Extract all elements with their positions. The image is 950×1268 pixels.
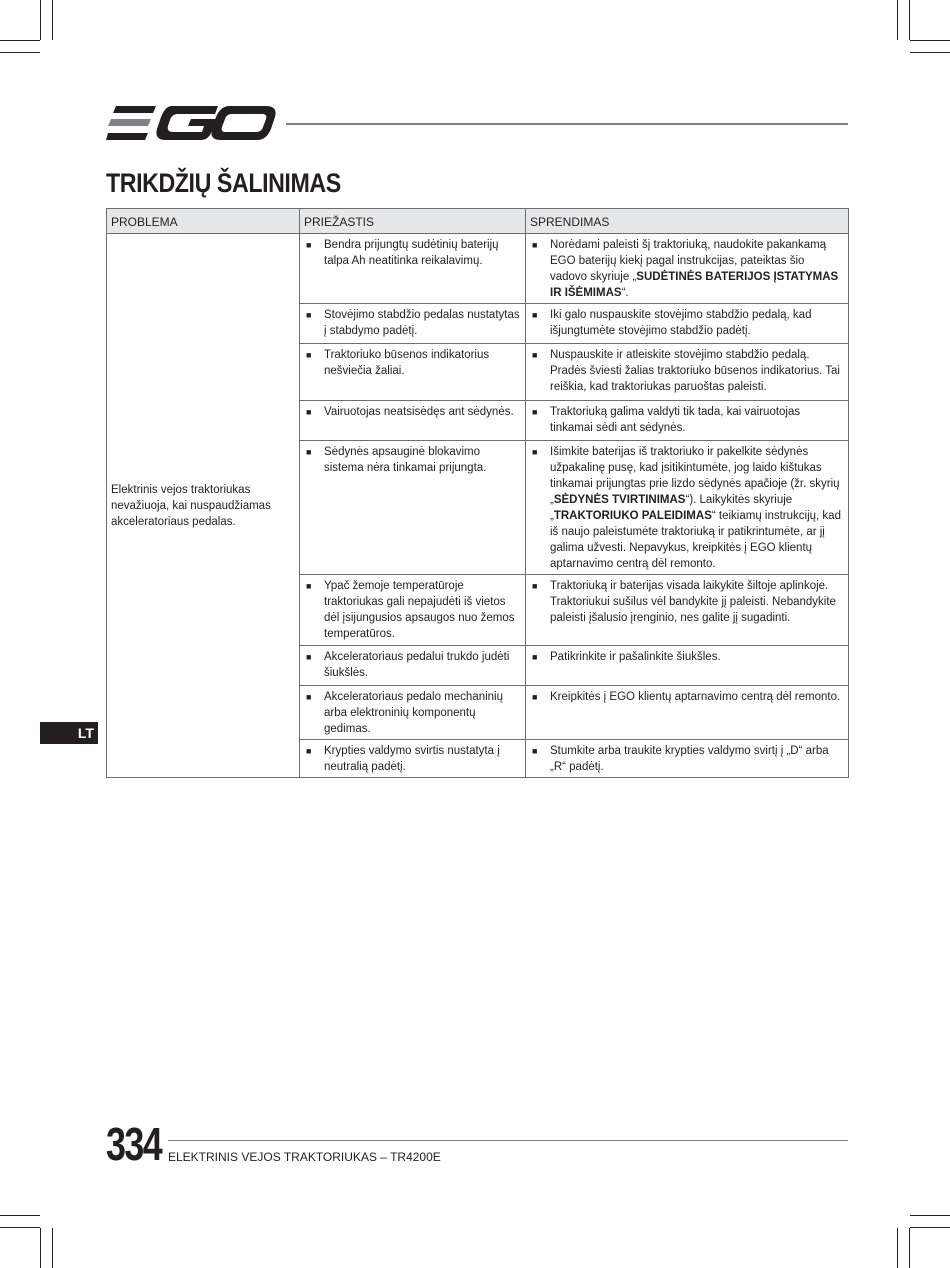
- solution-cell: [526, 740, 849, 778]
- header-rule: [286, 123, 848, 125]
- square-bullet-icon: ■: [532, 240, 538, 250]
- cause-text: Ypač žemoje temperatūroje traktoriukas gali nepajudėti iš vietos dėl įsijungusios apsaugos nuo žemos temperatūros.: [324, 580, 515, 640]
- square-bullet-icon: ■: [532, 310, 538, 320]
- solution-cell: [526, 401, 849, 441]
- cause-text: Traktoriuko būsenos indikatorius nešviečia žaliai.: [324, 349, 490, 377]
- cause-text: Bendra prijungtų sudėtinių baterijų talpa Ah neatitinka reikalavimų.: [324, 239, 499, 267]
- footer-rule: [168, 1140, 848, 1141]
- solution-text-part: “). Laikykitės skyriuje „: [550, 494, 793, 522]
- crop-mark: [40, 1228, 41, 1268]
- cause-text: Akceleratoriaus pedalo mechaninių arba elektroninių komponentų gedimas.: [324, 691, 503, 735]
- square-bullet-icon: ■: [306, 581, 312, 591]
- solution-cell: [526, 575, 849, 646]
- solution-text: Iki galo nuspauskite stovėjimo stabdžio pedalą, kad išjungtumėte stovėjimo stabdžio padėtį.: [550, 309, 812, 337]
- square-bullet-icon: ■: [306, 692, 312, 702]
- solution-cell: [526, 344, 849, 401]
- crop-mark: [910, 1215, 950, 1216]
- solution-text: Patikrinkite ir pašalinkite šiukšles.: [550, 651, 721, 663]
- cause-cell: [300, 304, 526, 344]
- language-tab: LT: [40, 722, 98, 744]
- crop-mark: [909, 0, 910, 40]
- footer-text: ELEKTRINIS VEJOS TRAKTORIUKAS – TR4200E: [168, 1150, 441, 1164]
- crop-mark: [910, 40, 950, 41]
- square-bullet-icon: ■: [306, 652, 312, 662]
- crop-mark: [40, 0, 41, 40]
- table-header-row: [107, 209, 849, 234]
- crop-mark: [0, 1215, 40, 1216]
- crop-mark: [0, 52, 40, 53]
- cause-cell: [300, 344, 526, 401]
- square-bullet-icon: ■: [532, 581, 538, 591]
- solution-cell: [526, 304, 849, 344]
- cause-text: Krypties valdymo svirtis nustatyta į neutralią padėtį.: [324, 745, 500, 773]
- page-number: 334: [106, 1118, 162, 1170]
- header-solution: SPRENDIMAS: [526, 209, 849, 234]
- cause-cell: [300, 575, 526, 646]
- square-bullet-icon: ■: [532, 692, 538, 702]
- solution-text-part: “ teikiamų instrukcijų, kad iš naujo paleistumėte traktoriuką ir patikrintumėte, ar jį galima užvesti. Nepavykus, kreipkitės į EGO klientų aptarnavimo centrą dėl remonto.: [550, 510, 841, 570]
- crop-mark: [52, 1228, 53, 1268]
- square-bullet-icon: ■: [306, 407, 312, 417]
- solution-text: Nuspauskite ir atleiskite stovėjimo stabdžio pedalą. Pradės šviesti žalias traktoriuko būsenos indikatorius. Tai reiškia, kad traktoriukas paruoštas paleisti.: [550, 349, 840, 393]
- square-bullet-icon: ■: [306, 240, 312, 250]
- square-bullet-icon: ■: [532, 746, 538, 756]
- cause-text: Sėdynės apsauginė blokavimo sistema nėra tinkamai prijungta.: [324, 446, 487, 474]
- cause-cell: [300, 740, 526, 778]
- crop-mark: [910, 52, 950, 53]
- ego-logo: [106, 104, 276, 142]
- solution-text: Stumkite arba traukite krypties valdymo svirtį į „D“ arba „R“ padėtį.: [550, 745, 829, 773]
- square-bullet-icon: ■: [306, 350, 312, 360]
- solution-cell: [526, 646, 849, 686]
- page-title: TRIKDŽIŲ ŠALINIMAS: [106, 168, 341, 198]
- crop-mark: [52, 0, 53, 40]
- solution-text: Traktoriuką galima valdyti tik tada, kai vairuotojas tinkamai sėdi ant sėdynės.: [550, 406, 801, 434]
- solution-bold-text: SUDĖTINĖS BATERIJOS ĮSTATYMAS IR IŠĖMIMAS: [550, 271, 839, 299]
- crop-mark: [0, 1227, 40, 1228]
- cause-cell: [300, 646, 526, 686]
- solution-text-part: “.: [621, 287, 629, 299]
- header-cause: PRIEŽASTIS: [300, 209, 526, 234]
- cause-cell: [300, 686, 526, 740]
- solution-cell: [526, 234, 849, 304]
- square-bullet-icon: ■: [306, 746, 312, 756]
- cause-cell: [300, 441, 526, 575]
- solution-text-part: Norėdami paleisti šį traktoriuką, naudokite pakankamą EGO baterijų kiekį pagal instrukcijas, pateiktas šio vadovo skyriuje „: [550, 239, 827, 283]
- solution-cell: [526, 686, 849, 740]
- problem-cell: [107, 234, 300, 778]
- square-bullet-icon: ■: [532, 447, 538, 457]
- crop-mark: [910, 1227, 950, 1228]
- solution-text: [550, 237, 844, 301]
- cause-text: Stovėjimo stabdžio pedalas nustatytas į stabdymo padėtį.: [324, 309, 520, 337]
- solution-text-part: Išimkite baterijas iš traktoriuko ir pakelkite sėdynės užpakalinę pusę, kad įsitikintumėte, jog laido kištukas tinkamai prijungtas prie lizdo sėdynės apačioje (žr. skyrių „: [550, 446, 840, 506]
- crop-mark: [909, 1228, 910, 1268]
- square-bullet-icon: ■: [306, 310, 312, 320]
- crop-mark: [897, 0, 898, 40]
- solution-text: Kreipkitės į EGO klientų aptarnavimo centrą dėl remonto.: [550, 691, 841, 703]
- cause-text: Akceleratoriaus pedalui trukdo judėti šiukšlės.: [324, 651, 510, 679]
- square-bullet-icon: ■: [532, 407, 538, 417]
- crop-mark: [897, 1228, 898, 1268]
- solution-bold-text: TRAKTORIUKO PALEIDIMAS: [553, 510, 712, 522]
- cause-cell: [300, 401, 526, 441]
- solution-text: Traktoriuką ir baterijas visada laikykite šiltoje aplinkoje. Traktoriukui sušilus vėl bandykite jį paleisti. Nebandykite paleisti įšalusio įrenginio, nes galite jį sugadinti.: [550, 580, 836, 624]
- square-bullet-icon: ■: [532, 350, 538, 360]
- problem-text: Elektrinis vejos traktoriukas nevažiuoja, kai nuspaudžiamas akceleratoriaus pedalas.: [111, 483, 271, 528]
- solution-text: [550, 444, 844, 572]
- troubleshooting-table: [106, 208, 849, 778]
- header-problem: PROBLEMA: [107, 209, 300, 234]
- square-bullet-icon: ■: [532, 652, 538, 662]
- solution-bold-text: SĖDYNĖS TVIRTINIMAS: [553, 494, 686, 506]
- crop-mark: [0, 40, 40, 41]
- cause-text: Vairuotojas neatsisėdęs ant sėdynės.: [324, 406, 514, 418]
- square-bullet-icon: ■: [306, 447, 312, 457]
- solution-cell: [526, 441, 849, 575]
- cause-cell: [300, 234, 526, 304]
- table-row: [107, 234, 849, 304]
